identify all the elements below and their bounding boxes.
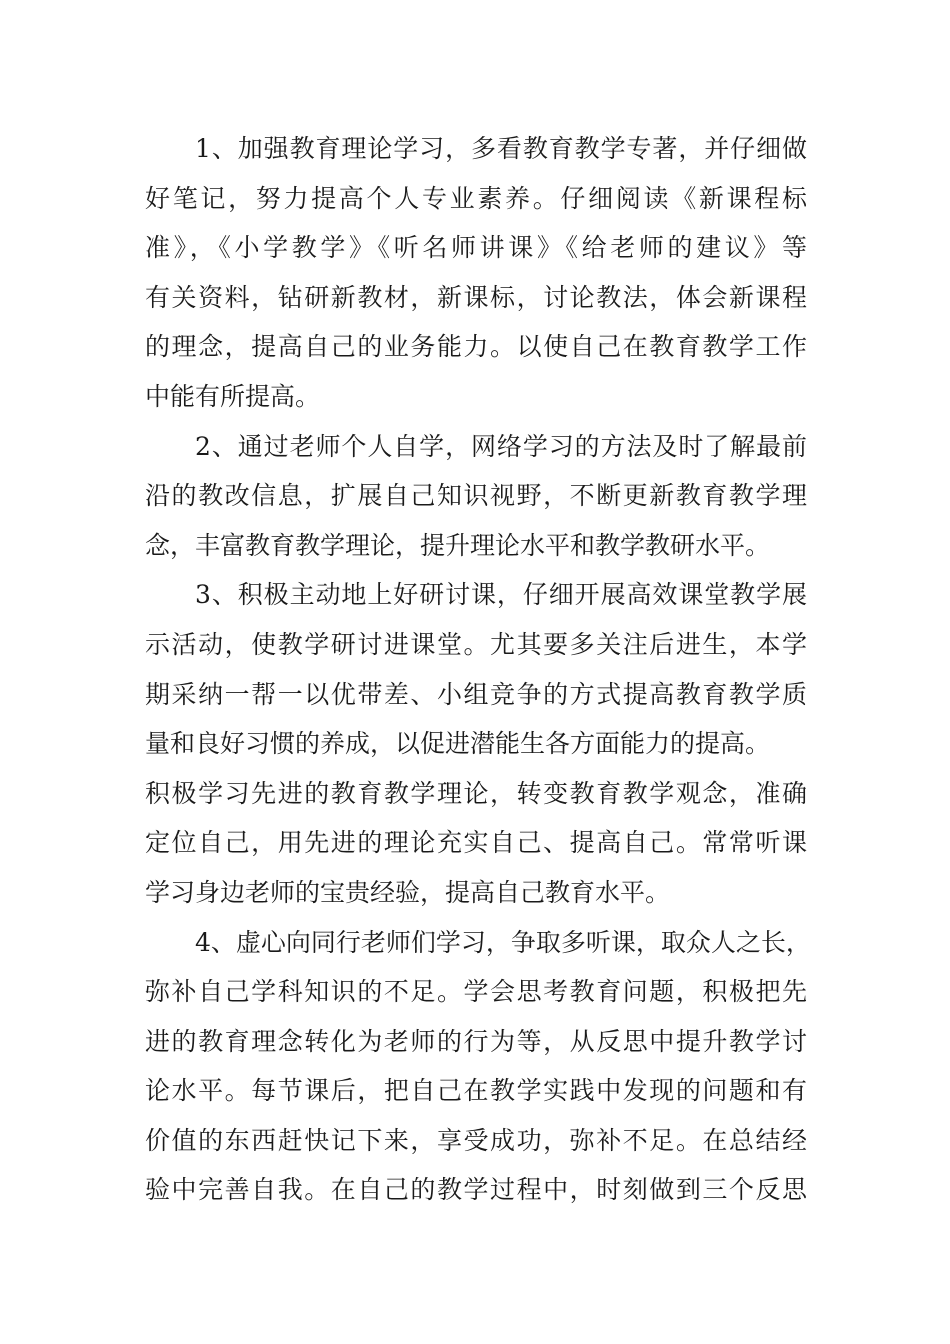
text-line: 有关资料，钻研新教材，新课标，讨论教法，体会新课程 (145, 282, 807, 312)
paragraph-4 (145, 918, 811, 1216)
text-line: 沿的教改信息，扩展自己知识视野，不断更新教育教学理 (145, 481, 807, 511)
text-line: 的理念，提高自己的业务能力。以使自己在教育教学工作 (145, 332, 807, 362)
text-line: 1、加强教育理论学习，多看教育教学专著，并仔细做 (195, 134, 807, 163)
text-line: 准》，《小学教学》《听名师讲课》《给老师的建议》等 (145, 233, 807, 263)
text-line: 定位自己，用先进的理论充实自己、提高自己。常常听课 (145, 828, 807, 858)
text-line: 期采纳一帮一以优带差、小组竞争的方式提高教育教学质 (145, 679, 807, 709)
text-line: 4、虚心向同行老师们学习，争取多听课，取众人之长， (195, 927, 811, 957)
text-line: 示活动，使教学研讨进课堂。尤其要多关注后进生，本学 (145, 629, 807, 659)
text-line: 积极学习先进的教育教学理论，转变教育教学观念，准确 (145, 778, 807, 808)
text-line: 2、通过老师个人自学，网络学习的方法及时了解最前 (195, 431, 807, 461)
paragraph-2 (145, 422, 807, 571)
text-line: 价值的东西赶快记下来，享受成功，弥补不足。在总结经 (145, 1125, 807, 1155)
text-line: 论水平。每节课后，把自己在教学实践中发现的问题和有 (145, 1076, 807, 1106)
text-line: 念，丰富教育教学理论，提升理论水平和教学教研水平。 (145, 530, 771, 560)
paragraph-3 (145, 570, 807, 917)
paragraph-1 (145, 124, 807, 422)
text-line: 好笔记，努力提高个人专业素养。仔细阅读《新课程标 (145, 183, 807, 213)
text-line: 中能有所提高。 (145, 381, 321, 411)
text-line: 3、积极主动地上好研讨课，仔细开展高效课堂教学展 (195, 580, 807, 610)
text-line: 弥补自己学科知识的不足。学会思考教育问题，积极把先 (145, 977, 807, 1007)
text-line: 学习身边老师的宝贵经验，提高自己教育水平。 (145, 877, 671, 907)
document-body (145, 124, 811, 1215)
text-line: 进的教育理念转化为老师的行为等，从反思中提升教学讨 (145, 1026, 807, 1056)
text-line: 量和良好习惯的养成，以促进潜能生各方面能力的提高。 (145, 729, 771, 759)
text-line: 验中完善自我。在自己的教学过程中，时刻做到三个反思 (145, 1175, 807, 1205)
